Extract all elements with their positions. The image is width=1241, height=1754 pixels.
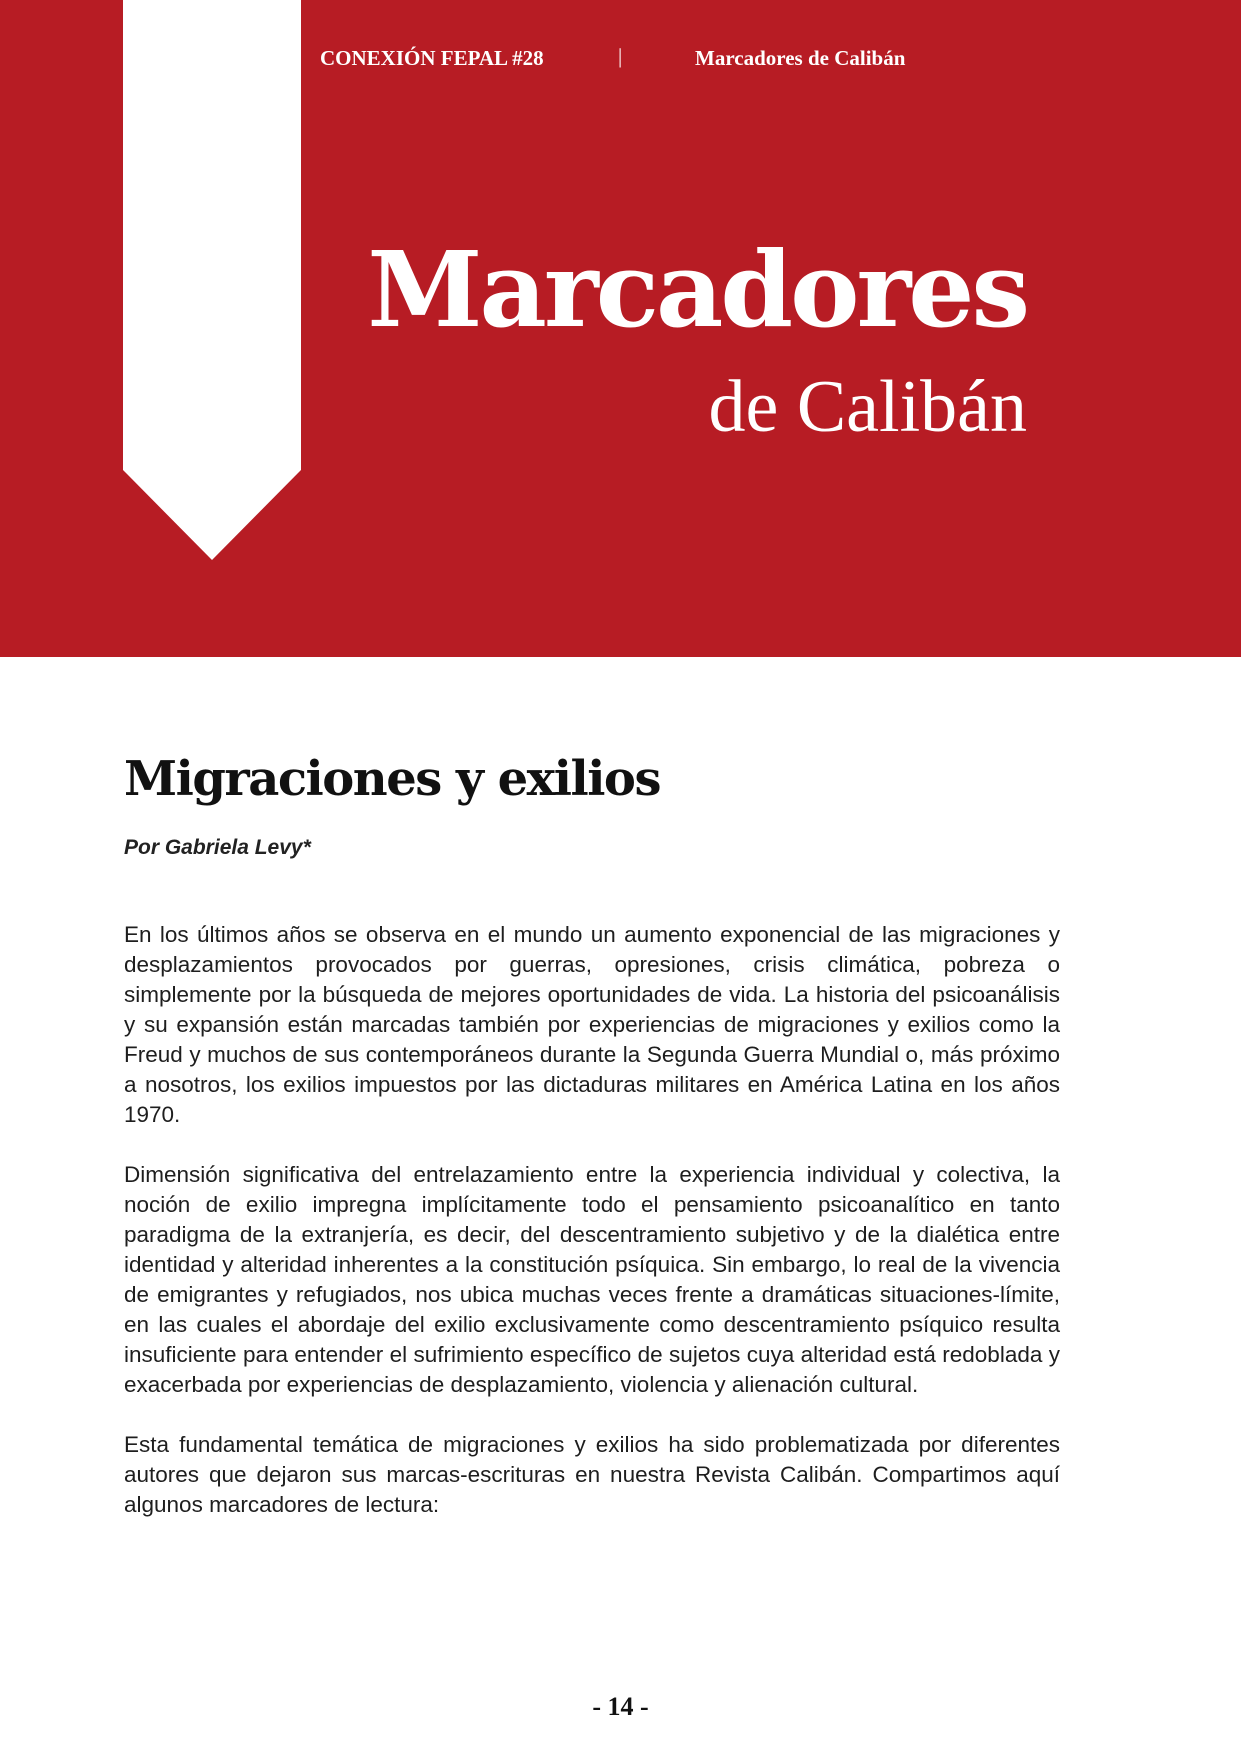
paragraph-1: En los últimos años se observa en el mundo un aumento exponencial de las migraciones y desplazamientos provocados por guerras, opresiones, crisis climática, pobreza o simplemente por la búsqueda de mejores oportunidades de vida. La historia del psicoanálisis y su expansión están marcadas también por experiencias de migraciones y exilios como la Freud y muchos de sus contemporáneos durante la Segunda Guerra Mundial o, más próximo a nosotros, los exilios impuestos por las dictaduras militares en América Latina en los años 1970. <box>124 922 1060 1127</box>
bookmark-ribbon-icon <box>123 0 301 560</box>
article-body <box>124 920 1060 1550</box>
running-head-separator: | <box>618 44 623 68</box>
section-name: Marcadores de Calibán <box>695 46 906 70</box>
paragraph-3: Esta fundamental temática de migraciones y exilios ha sido problematizada por diferentes autores que dejaron sus marcas-escrituras en nuestra Revista Calibán. Compartimos aquí algunos marcadores de lectura: <box>124 1432 1060 1517</box>
masthead-title: Marcadores <box>367 228 1027 351</box>
journal-issue: CONEXIÓN FEPAL #28 <box>320 46 544 70</box>
paragraph-2: Dimensión significativa del entrelazamiento entre la experiencia individual y colectiva, la noción de exilio impregna implícitamente todo el pensamiento psicoanalítico en tanto paradigma de la extranjería, es decir, del descentramiento subjetivo y de la dialética entre identidad y alteridad inherentes a la constitución psíquica. Sin embargo, lo real de la vivencia de emigrantes y refugiados, nos ubica muchas veces frente a dramáticas situaciones-límite, en las cuales el abordaje del exilio exclusivamente como descentramiento psíquico resulta insuficiente para entender el sufrimiento específico de sujetos cuya alteridad está redoblada y exacerbada por experiencias de desplazamiento, violencia y alienación cultural. <box>124 1162 1060 1397</box>
running-head <box>0 46 1241 76</box>
masthead-subtitle: de Calibán <box>708 366 1027 448</box>
article-title: Migraciones y exilios <box>124 751 660 807</box>
header-band <box>0 0 1241 657</box>
article-byline: Por Gabriela Levy* <box>124 836 311 859</box>
page-number: - 14 - <box>592 1692 649 1721</box>
